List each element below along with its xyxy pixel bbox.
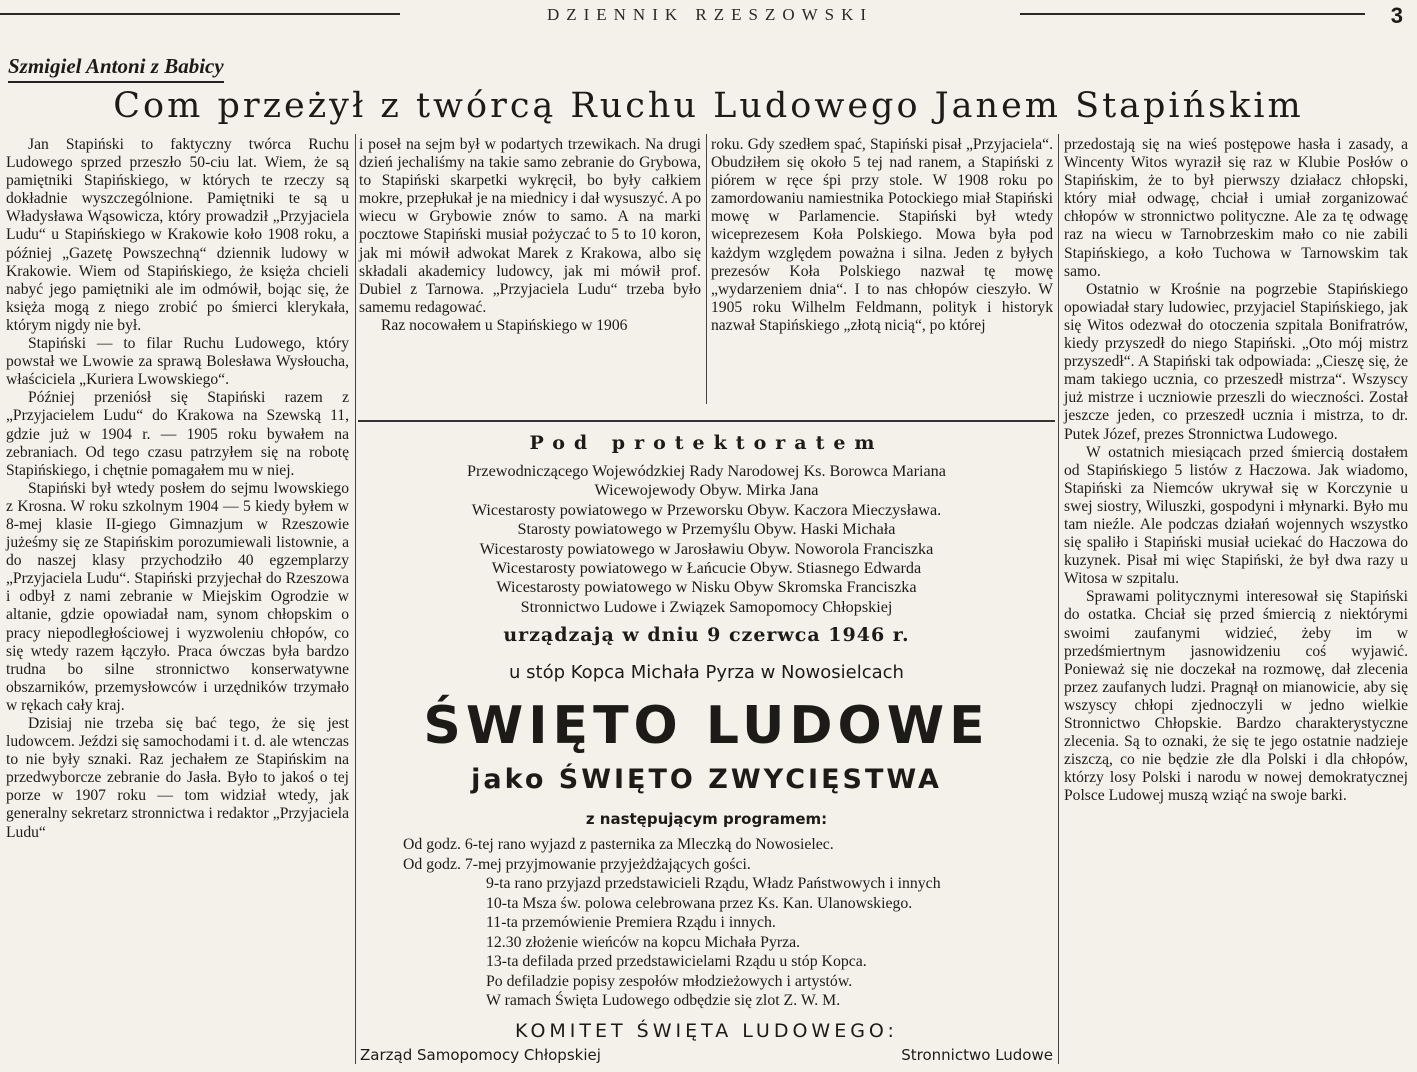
paragraph: roku. Gdy szedłem spać, Stapiński pisał „Przyjaciela“. Obudziłem się około 5 tej nad ranem, a Stapiński z piórem w ręce śpi przy stole. W 1908 roku po zamordowaniu namiestnika Potockiego miał Stapiński mowę w Parlamencie. Stapiński był wtedy wiceprezesem Koła Polskiego. Mowa była pod każdym względem poważna i silna. Jeden z byłych prezesów Koła Polskiego nazwał tę mowę „wydarzeniem dnia“. I to nas chłopów cieszyło. W 1905 roku Wilhelm Feldmann, polityk i historyk nazwał Stapińskiego „złotą nicią“, po której <box>711 136 1053 334</box>
article-column-1 <box>6 136 349 842</box>
column-rule <box>706 134 707 404</box>
patronage-title: Pod protektoratem <box>529 432 884 454</box>
committee-title: KOMITET ŚWIĘTA LUDOWEGO: <box>515 1020 898 1042</box>
article-author: Szmigiel Antoni z Babicy <box>8 54 224 83</box>
newspaper-name: DZIENNIK RZESZOWSKI <box>546 5 874 24</box>
masthead <box>0 0 1417 30</box>
program-item: 13-ta defilada przed przedstawicielami Rządu u stóp Kopca. <box>486 953 867 970</box>
program-item: Od godz. 7-mej przyjmowanie przyjeżdżających gości. <box>403 855 751 873</box>
article-column-2 <box>359 136 701 335</box>
program-item: Od godz. 6-tej rano wyjazd z pasternika za Mleczką do Nowosielec. <box>403 836 834 853</box>
program-intro: z następującym programem: <box>585 810 828 828</box>
program-list <box>403 835 1053 1011</box>
program-item: 9-ta rano przyjazd przedstawicieli Rządu, Władz Państwowych i innych <box>486 875 941 892</box>
page-number: 3 <box>1390 3 1403 28</box>
program-item: 11-ta przemówienie Premiera Rządu i innych. <box>486 914 776 931</box>
patron-list <box>358 462 1055 617</box>
patron-line: Starosty powiatowego w Przemyślu Obyw. Haski Michała <box>517 520 896 539</box>
patron-line: Wicestarosty powiatowego w Jarosławiu Obyw. Noworola Franciszka <box>479 539 934 558</box>
program-item: W ramach Święta Ludowego odbędzie się zlot Z. W. M. <box>486 992 841 1009</box>
paragraph: Raz nocowałem u Stapińskiego w 1906 <box>381 316 628 334</box>
patron-line: Wicewojewody Obyw. Mirka Jana <box>594 481 819 500</box>
paragraph: przedostają się na wieś postępowe hasła i zasady, a Wincenty Witos wyraził się raz w Klubie Posłów o Stapińskim, że to był pierwszy działacz chłopski, który miał odwagę, chciał i umiał zorganizować chłopów w stronnictwo polityczne. Ale za tę odwagę raz na wiecu w Tarnobrzeskim mało co nie zabili Stapińskiego, a koło Tuchowa w Tarnowskim tak samo. <box>1064 136 1408 280</box>
article-headline: Com przeżył z twórcą Ruchu Ludowego Janem Stapińskim <box>113 86 1304 126</box>
organizer-left: Zarząd Samopomocy Chłopskiej <box>360 1046 601 1064</box>
paragraph: Dzisiaj nie trzeba się bać tego, że się jest ludowcem. Jeździ się samochodami i t. d. ale wtenczas to nie były sznaki. Raz jechałem ze Stapińskim na przedwyborcze zebranie do Jasła. Było to jakoś o tej porze w 1907 roku — tom widział wtedy, jak generalny sekretarz stronnictwa i redaktor „Przyjaciela Ludu“ <box>6 715 349 841</box>
paragraph: i poseł na sejm był w podartych trzewikach. Na drugi dzień jechaliśmy na takie samo zebranie do Grybowa, to Stapiński skarpetki wykręcił, bo były całkiem mokre, przepłukał je na miednicy i dał wysuszyć. A po wiecu w Grybowie znów to samo. A na marki pocztowe Stapiński musiał pożyczać to 5 to 10 koron, jak mi mówił adwokat Marek z Krakowa, albo się składali akademicy ludowcy, jak mi mówił prof. Dubiel z Tarnowa. „Przyjaciela Ludu“ trzeba było samemu redagować. <box>359 136 701 316</box>
patron-line: Stronnictwo Ludowe i Związek Samopomocy Chłopskiej <box>520 597 893 616</box>
paragraph: Stapiński był wtedy posłem do sejmu lwowskiego z Krosna. W roku szkolnym 1904 — 5 kiedy byłem w 8-mej klasie II-giego Gimnazjum w Rzeszowie jużeśmy się ze Stapińskim porozumiewali listownie, a do naszej klasy przychodziło 40 egzemplarzy „Przyjaciela Ludu“. Stapiński przyjechał do Rzeszowa i odbył z nami zebranie w Miejskim Ogrodzie w altanie, gdzie opowiadał nam, synom chłopskim o pracy niepodległościowej i wyzwoleniu chłopów, co się wtedy razem łączyło. Praca ówczas była bardzo trudna bo silne stronnictwo konserwatywne obszarników, przemysłowców i urzędników trzymało w rękach cały kraj. <box>6 479 349 714</box>
column-rule <box>355 134 356 1064</box>
paragraph: Sprawami politycznymi interesował się Stapiński do ostatka. Chciał się przed śmiercią z niektórymi swoimi zaufanymi widzieć, żeby im w przedśmiertnym jasnowidzeniu coś wyjawić. Ponieważ się nie doczekał na rozmowę, dał zlecenia przez zaufanych ludzi. Pragnął on mianowicie, aby się wszyscy chłopi zjednoczyli w jedno wielkie Stronnictwo Chłopskie. Bardzo charakterystyczne zlecenia. Są to oznaki, że się te jego ostatnie nadzieje ziszczą, co nie będzie złe dla Polski i dla chłopów, którzy losy Polski i narodu w nowej demokratycznej Polsce Ludowej muszą wziąć na swoje barki. <box>1064 588 1408 805</box>
event-date-line: urządzają w dniu 9 czerwca 1946 r. <box>503 624 910 646</box>
program-item: 12.30 złożenie wieńców na kopcu Michała Pyrza. <box>486 933 801 951</box>
paragraph: Później przeniósł się Stapiński razem z „Przyjacielem Ludu“ do Krakowa na Szewską 11, gdzie już w 1904 r. — 1905 roku bywałem na zebraniach. Od tego czasu patrzyłem się na robotę Stapińskiego, i chętnie pomagałem mu w niej. <box>6 389 349 479</box>
event-place-line: u stóp Kopca Michała Pyrza w Nowosielcach <box>509 662 904 683</box>
article-column-4 <box>1064 136 1408 805</box>
patron-line: Wicestarosty powiatowego w Nisku Obyw Skromska Franciszka <box>496 578 917 597</box>
paragraph: Jan Stapiński to faktyczny twórca Ruchu Ludowego sprzed przeszło 50-ciu lat. Wiem, że są pamiętniki Stapińskiego, w których te rzeczy są dokładnie wyszczególnione. Pamiętniki te są u Władysława Wąsowicza, który prowadził „Przyjaciela Ludu“ u Stapińskiego w Krakowie koło 1908 roku, a później „Gazetę Powszechną“ dziennik ludowy w Krakowie. Wiem od Stapińskiego, że księża chcieli nabyć jego pamiętniki ale im odmówił, bojąc się, że księża mogą z niego zrobić po śmierci klerykała, którym nigdy nie był. <box>6 136 349 334</box>
program-item: Po defiladzie popisy zespołów młodzieżowych i artystów. <box>486 972 853 990</box>
article-column-3 <box>711 136 1053 335</box>
column-rule <box>1058 134 1059 1064</box>
masthead-rule-left <box>0 13 400 15</box>
organizer-right: Stronnictwo Ludowe <box>901 1046 1053 1064</box>
paragraph: Stapiński — to filar Ruchu Ludowego, który powstał we Lwowie za sprawą Bolesława Wysłoucha, właściciela „Kuriera Lwowskiego“. <box>6 335 349 389</box>
patron-line: Wicestarosty powiatowego w Łańcucie Obyw. Stiasnego Edwarda <box>491 559 922 578</box>
festival-title: ŚWIĘTO LUDOWE <box>423 696 990 756</box>
patron-line: Wicestarosty powiatowego w Przeworsku Obyw. Kaczora Mieczysława. <box>471 500 942 519</box>
program-item: 10-ta Msza św. polowa celebrowana przez Ks. Kan. Ulanowskiego. <box>486 894 913 912</box>
patron-line: Przewodniczącego Wojewódzkiej Rady Narodowej Ks. Borowca Mariana <box>467 462 946 480</box>
festival-announcement <box>358 420 1055 1072</box>
paragraph: Ostatnio w Krośnie na pogrzebie Stapińskiego opowiadał stary ludowiec, przyjaciel Stapińskiego, jak się Witos odezwał do otoczenia szpitala Bonifratrów, kiedy przyszedł do niego Stapiński. „Oto mój mistrz przyszedł“. A Stapiński tak odpowiada: „Cieszę się, że mam takiego ucznia, co przeszedł mistrza“. Wszyscy już mistrze i uczniowie przeszli do wieczności. Został jeszcze jeden, co przeszedł ucznia i mistrza, to dr. Putek Józef, prezes Stronnictwa Ludowego. <box>1064 280 1408 443</box>
paragraph: W ostatnich miesiącach przed śmiercią dostałem od Stapińskiego 5 listów z Haczowa. Jak wiadomo, Stapiński za Niemców ukrywał się w Korczynie u swej siostry, Wiluszki, gospodyni i młynarki. Było mu tam nieźle. Ale podczas działań wojennych wszystko się spaliło i Stapiński musiał uciekać do Haczowa do kuzynek. Pisał mi więc Stapiński, że był dwa razy u Witosa w szpitalu. <box>1064 443 1408 588</box>
masthead-rule-right <box>1020 13 1365 15</box>
festival-subtitle: jako ŚWIĘTO ZWYCIĘSTWA <box>471 764 942 795</box>
